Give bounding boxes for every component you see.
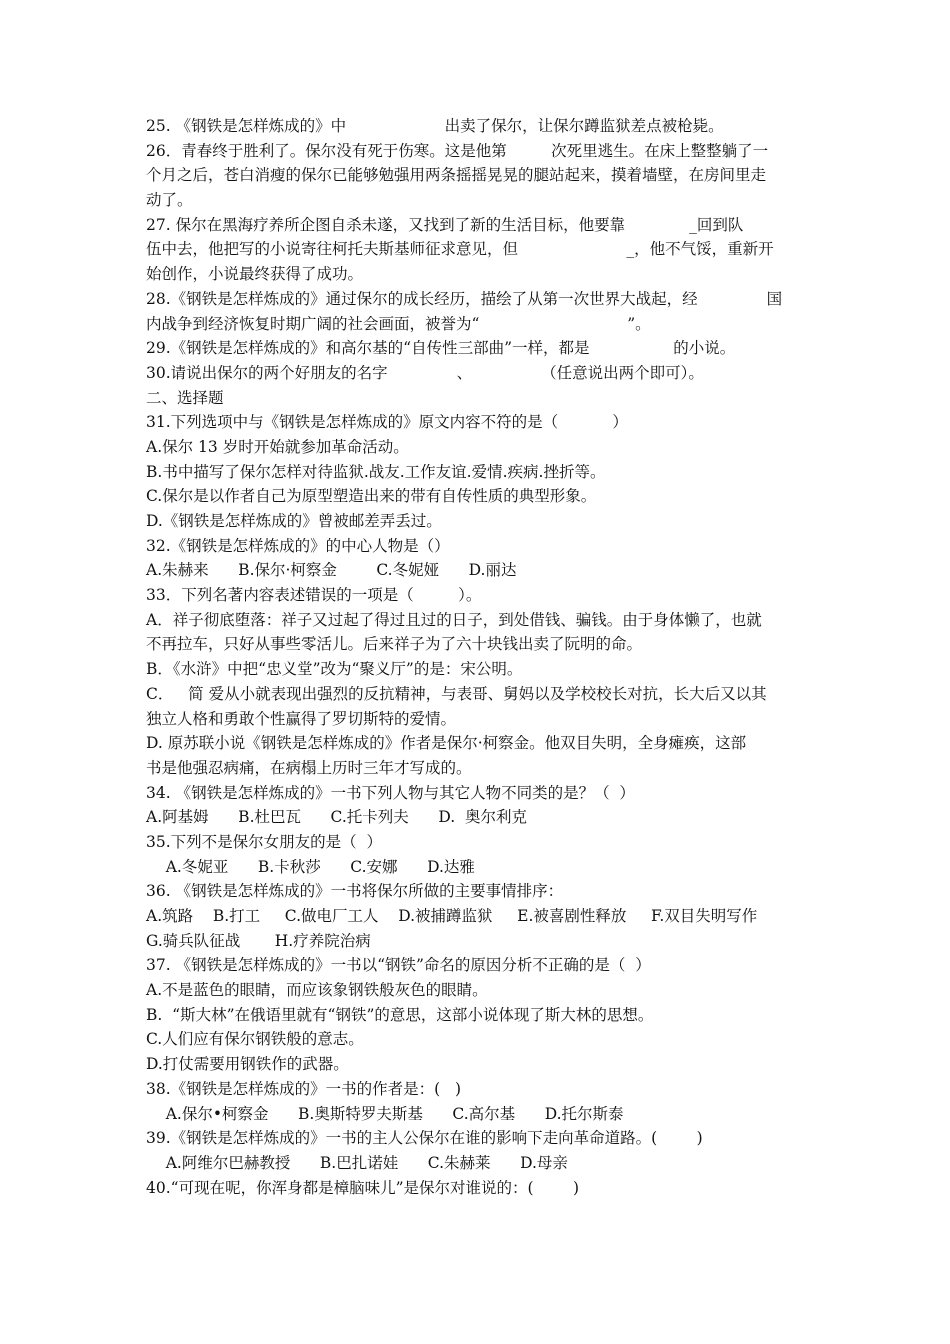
question-39: 39.《钢铁是怎样炼成的》一书的主人公保尔在谁的影响下走向革命道路。( ): [146, 1129, 703, 1148]
question-33-option-b: B．《水浒》中把“忠义堂”改为“聚义厅”的是：宋公明。: [146, 660, 523, 679]
section-heading-choice: 二、选择题: [146, 388, 224, 407]
question-26-line-2: 个月之后，苍白消瘦的保尔已能够勉强用两条摇摇晃晃的腿站起来，摸着墙壁，在房间里走: [146, 166, 767, 185]
question-34-options: A.阿基姆 B.杜巴瓦 C.托卡列夫 D. 奥尔利克: [146, 808, 528, 827]
question-27-line-2: 伍中去，他把写的小说寄往柯托夫斯基师征求意见，但 _，他不气馁，重新开: [146, 240, 774, 259]
question-28-line-2: 内战争到经济恢复时期广阔的社会画面，被誉为“ ”。: [146, 314, 651, 333]
question-37-option-b: B. “斯大林”在俄语里就有“钢铁”的意思，这部小说体现了斯大林的思想。: [146, 1005, 654, 1024]
question-31-option-a: A.保尔 13 岁时开始就参加革命活动。: [146, 437, 409, 456]
question-35: 35.下列不是保尔女朋友的是（ ）: [146, 832, 383, 851]
question-31-option-d: D.《钢铁是怎样炼成的》曾被邮差弄丢过。: [146, 512, 442, 530]
question-29: 29.《钢铁是怎样炼成的》和高尔基的“自传性三部曲”一样，都是 的小说。: [146, 339, 736, 358]
question-36-options-line-2: G.骑兵队征战 H.疗养院治病: [146, 931, 371, 950]
question-33-option-d-line-2: 书是他强忍病痛，在病榻上历时三年才写成的。: [146, 758, 472, 777]
question-30: 30.请说出保尔的两个好朋友的名字 、 （任意说出两个即可）。: [146, 363, 704, 382]
question-28-line-1: 28.《钢铁是怎样炼成的》通过保尔的成长经历，描绘了从第一次世界大战起，经 国: [146, 289, 783, 308]
question-25: 25. 《钢铁是怎样炼成的》中 出卖了保尔，让保尔蹲监狱差点被枪毙。: [146, 117, 724, 135]
question-32: 32.《钢铁是怎样炼成的》的中心人物是（）: [146, 536, 450, 555]
question-40: 40.“可现在呢，你浑身都是樟脑味儿”是保尔对谁说的：( ): [146, 1178, 580, 1197]
question-31-option-b: B.书中描写了保尔怎样对待监狱.战友.工作友谊.爱情.疾病.挫折等。: [146, 462, 606, 481]
question-33-option-c-line-2: 独立人格和勇敢个性赢得了罗切斯特的爱情。: [146, 709, 457, 728]
question-33-option-c-line-1: C． 简 爱从小就表现出强烈的反抗精神，与表哥、舅妈以及学校校长对抗，长大后又以其: [146, 684, 767, 703]
question-33-option-a-line-2: 不再拉车，只好从事些零活儿。后来祥子为了六十块钱出卖了阮明的命。: [146, 635, 643, 654]
question-33-option-d-line-1: D. 原苏联小说《钢铁是怎样炼成的》作者是保尔·柯察金。他双目失明，全身瘫痪，这部: [146, 734, 747, 753]
question-34: 34. 《钢铁是怎样炼成的》一书下列人物与其它人物不同类的是？（ ）: [146, 783, 635, 802]
question-37: 37. 《钢铁是怎样炼成的》一书以“钢铁”命名的原因分析不正确的是（ ）: [146, 956, 651, 975]
question-26-line-1: 26．青春终于胜利了。保尔没有死于伤寒。这是他第 次死里逃生。在床上整整躺了一: [146, 141, 769, 160]
question-33: 33．下列名著内容表述错误的一项是（ ）。: [146, 586, 482, 605]
document-body: [146, 114, 808, 1200]
question-35-options: A.冬妮亚 B.卡秋莎 C.安娜 D.达雅: [146, 857, 475, 876]
question-38-options: A.保尔•柯察金 B.奥斯特罗夫斯基 C.高尔基 D.托尔斯泰: [146, 1104, 624, 1123]
question-33-option-a-line-1: A．祥子彻底堕落：祥子又过起了得过且过的日子，到处借钱、骗钱。由于身体懒了，也就: [146, 610, 762, 629]
question-26-line-3: 动了。: [146, 191, 193, 210]
question-36-options-line-1: A.筑路 B.打工 C.做电厂工人 D.被捕蹲监狱 E.被喜剧性释放 F.双目失明写作: [146, 907, 758, 925]
question-31: 31.下列选项中与《钢铁是怎样炼成的》原文内容不符的是（ ）: [146, 413, 628, 432]
question-27-line-3: 始创作，小说最终获得了成功。: [146, 265, 364, 284]
question-39-options: A.阿维尔巴赫教授 B.巴扎诺娃 C.朱赫莱 D.母亲: [146, 1153, 568, 1172]
question-32-options: A.朱赫来 B.保尔·柯察金 C.冬妮娅 D.丽达: [146, 561, 517, 580]
question-37-option-a: A.不是蓝色的眼睛，而应该象钢铁般灰色的眼睛。: [146, 981, 488, 1000]
question-27-line-1: 27. 保尔在黑海疗养所企图自杀未遂，又找到了新的生活目标，他要靠 _回到队: [146, 215, 744, 234]
question-36: 36. 《钢铁是怎样炼成的》一书将保尔所做的主要事情排序：: [146, 882, 564, 901]
question-37-option-c: C.人们应有保尔钢铁般的意志。: [146, 1030, 364, 1049]
question-31-option-c: C.保尔是以作者自己为原型塑造出来的带有自传性质的典型形象。: [146, 487, 597, 506]
question-37-option-d: D.打仗需要用钢铁作的武器。: [146, 1055, 349, 1074]
question-38: 38.《钢铁是怎样炼成的》一书的作者是：( ): [146, 1079, 462, 1098]
